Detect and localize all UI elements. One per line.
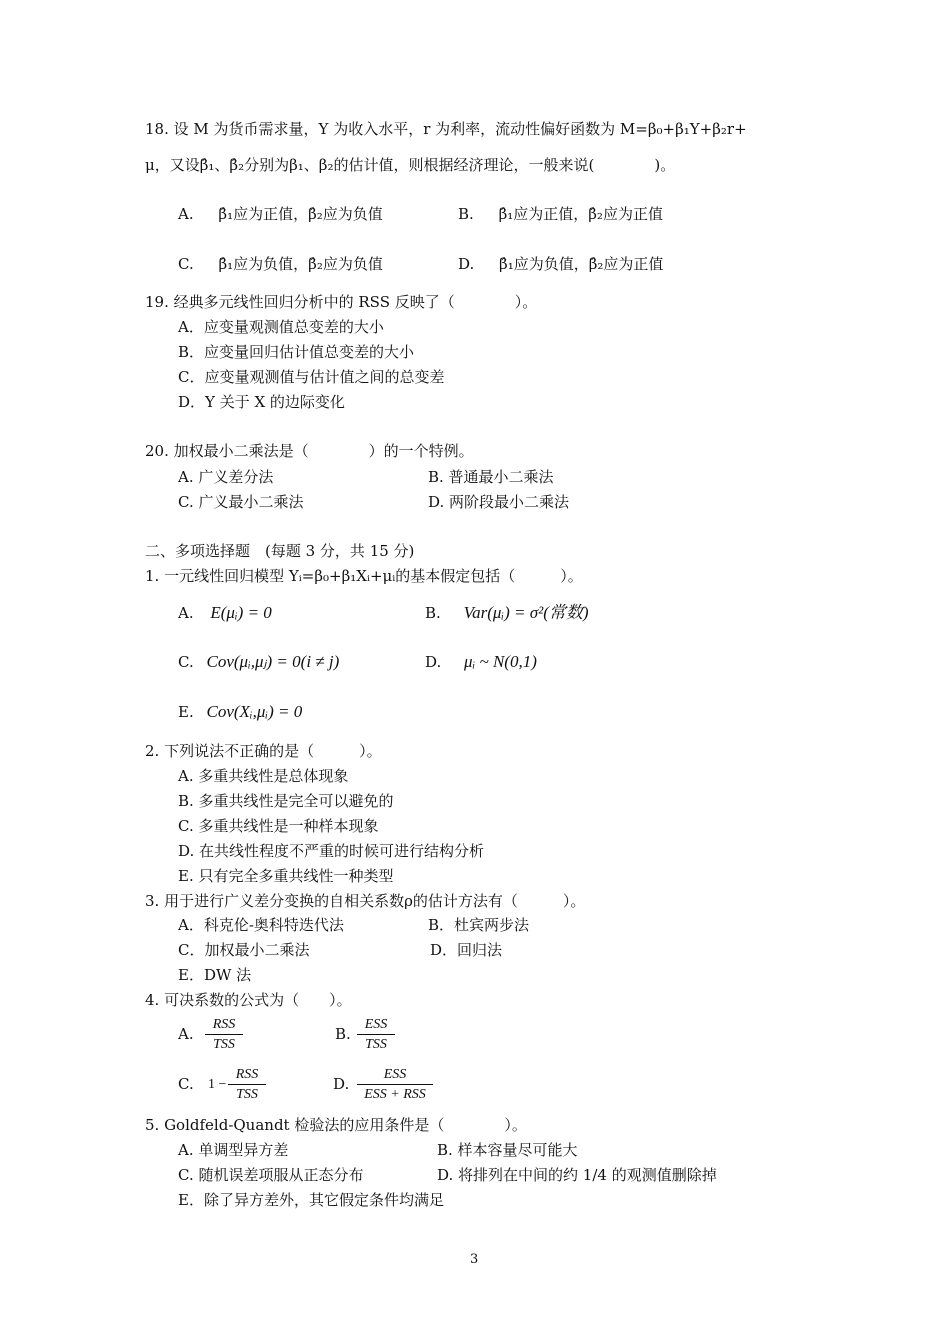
m3-option-b[interactable]: B．杜宾两步法 (428, 916, 530, 934)
m4-option-d-fraction (357, 1067, 433, 1103)
q20-stem: 20. 加权最小二乘法是（ ）的一个特例。 (145, 442, 474, 460)
m2-option-e[interactable]: E. 只有完全多重共线性一种类型 (178, 867, 394, 885)
q18-line1: 18. 设 M 为货币需求量，Y 为收入水平，r 为利率，流动性偏好函数为 M=β₀+β₁Y+β₂r+ (145, 120, 747, 138)
m2-option-d[interactable]: D. 在共线性程度不严重的时候可进行结构分析 (178, 842, 485, 860)
option-label: A. (178, 604, 194, 622)
denominator: TSS (236, 1087, 258, 1102)
q18-option-a[interactable] (178, 205, 383, 223)
q18-option-c[interactable] (178, 255, 383, 273)
q20-option-a[interactable]: A. 广义差分法 (178, 468, 274, 486)
m1-option-d[interactable] (425, 653, 537, 671)
numerator: ESS (357, 1067, 433, 1085)
option-label: A. (178, 205, 194, 223)
option-formula: E(μᵢ) = 0 (210, 603, 272, 622)
m4-option-c-prefix: 1 − (208, 1077, 227, 1092)
q18-option-b[interactable] (458, 205, 663, 223)
option-label: C. (178, 653, 194, 671)
q19-option-d[interactable]: D．Y 关于 X 的边际变化 (178, 393, 345, 411)
numerator: RSS (228, 1067, 266, 1085)
m2-stem: 2. 下列说法不正确的是（ ）。 (145, 742, 382, 760)
m2-option-c[interactable]: C. 多重共线性是一种样本现象 (178, 817, 379, 835)
q19-option-c[interactable]: C．应变量观测值与估计值之间的总变差 (178, 368, 445, 386)
option-label: B. (458, 205, 474, 223)
m1-option-a[interactable] (178, 604, 272, 622)
m2-option-b[interactable]: B. 多重共线性是完全可以避免的 (178, 792, 394, 810)
option-text: β̂₁应为负值，β̂₂应为负值 (218, 255, 383, 273)
q18-line2: μ，又设β̂₁、β̂₂分别为β₁、β₂的估计值，则根据经济理论，一般来说( )。 (145, 156, 676, 174)
q20-option-c[interactable]: C. 广义最小二乘法 (178, 493, 304, 511)
m5-option-b[interactable]: B. 样本容量尽可能大 (437, 1141, 578, 1159)
q18-option-d[interactable] (458, 255, 663, 273)
m4-option-c-label[interactable]: C. (178, 1075, 194, 1093)
option-text: β̂₁应为正值，β̂₂应为正值 (498, 205, 663, 223)
m5-option-c[interactable]: C. 随机误差项服从正态分布 (178, 1166, 364, 1184)
m5-option-a[interactable]: A. 单调型异方差 (178, 1141, 289, 1159)
m4-option-b-fraction (357, 1017, 395, 1053)
option-label: B. (425, 604, 441, 622)
section-title: 二、多项选择题 (每题 3 分，共 15 分) (145, 542, 415, 560)
m3-option-c[interactable]: C．加权最小二乘法 (178, 941, 310, 959)
option-formula: μᵢ ~ N(0,1) (464, 652, 537, 671)
option-label: C. (178, 255, 194, 273)
m5-option-e[interactable]: E．除了异方差外，其它假定条件均满足 (178, 1191, 444, 1209)
q20-option-b[interactable]: B. 普通最小二乘法 (428, 468, 554, 486)
m4-option-c-fraction (228, 1067, 266, 1103)
m4-option-d-label[interactable]: D. (333, 1075, 350, 1093)
m1-option-c[interactable] (178, 653, 339, 671)
option-formula: Cov(μᵢ,μⱼ) = 0(i ≠ j) (206, 652, 340, 671)
q19-stem: 19. 经典多元线性回归分析中的 RSS 反映了（ ）。 (145, 293, 538, 311)
q19-option-a[interactable]: A．应变量观测值总变差的大小 (178, 318, 384, 336)
numerator: RSS (205, 1017, 243, 1035)
q19-option-b[interactable]: B．应变量回归估计值总变差的大小 (178, 343, 415, 361)
numerator: ESS (357, 1017, 395, 1035)
denominator: TSS (213, 1037, 235, 1052)
option-label: E. (178, 703, 194, 721)
m1-option-e[interactable] (178, 703, 302, 721)
denominator: TSS (365, 1037, 387, 1052)
m4-option-a-fraction (205, 1017, 243, 1053)
m5-option-d[interactable]: D. 将排列在中间的约 1/4 的观测值删除掉 (437, 1166, 717, 1184)
m4-option-a-label[interactable]: A. (178, 1025, 194, 1043)
option-formula: Cov(Xᵢ,μᵢ) = 0 (206, 702, 303, 721)
option-formula: Var(μᵢ) = σ²(常数) (463, 603, 589, 622)
denominator: ESS + RSS (364, 1087, 426, 1102)
option-label: D. (458, 255, 475, 273)
page-number: 3 (470, 1252, 479, 1267)
m1-stem: 1. 一元线性回归模型 Yᵢ=β₀+β₁Xᵢ+μᵢ的基本假定包括（ ）。 (145, 567, 583, 585)
m3-option-d[interactable]: D．回归法 (430, 941, 503, 959)
q20-option-d[interactable]: D. 两阶段最小二乘法 (428, 493, 570, 511)
option-label: D. (425, 653, 442, 671)
m3-option-e[interactable]: E．DW 法 (178, 966, 252, 984)
m4-stem: 4. 可决系数的公式为（ ）。 (145, 991, 352, 1009)
m3-stem: 3. 用于进行广义差分变换的自相关系数ρ的估计方法有（ ）。 (145, 892, 586, 910)
m4-option-b-label[interactable]: B. (335, 1025, 351, 1043)
m1-option-b[interactable] (425, 604, 589, 622)
option-text: β̂₁应为负值，β̂₂应为正值 (499, 255, 664, 273)
m3-option-a[interactable]: A．科克伦-奥科特迭代法 (178, 916, 344, 934)
m2-option-a[interactable]: A. 多重共线性是总体现象 (178, 767, 349, 785)
m5-stem: 5. Goldfeld-Quandt 检验法的应用条件是（ ）。 (145, 1116, 527, 1134)
option-text: β̂₁应为正值，β̂₂应为负值 (218, 205, 383, 223)
